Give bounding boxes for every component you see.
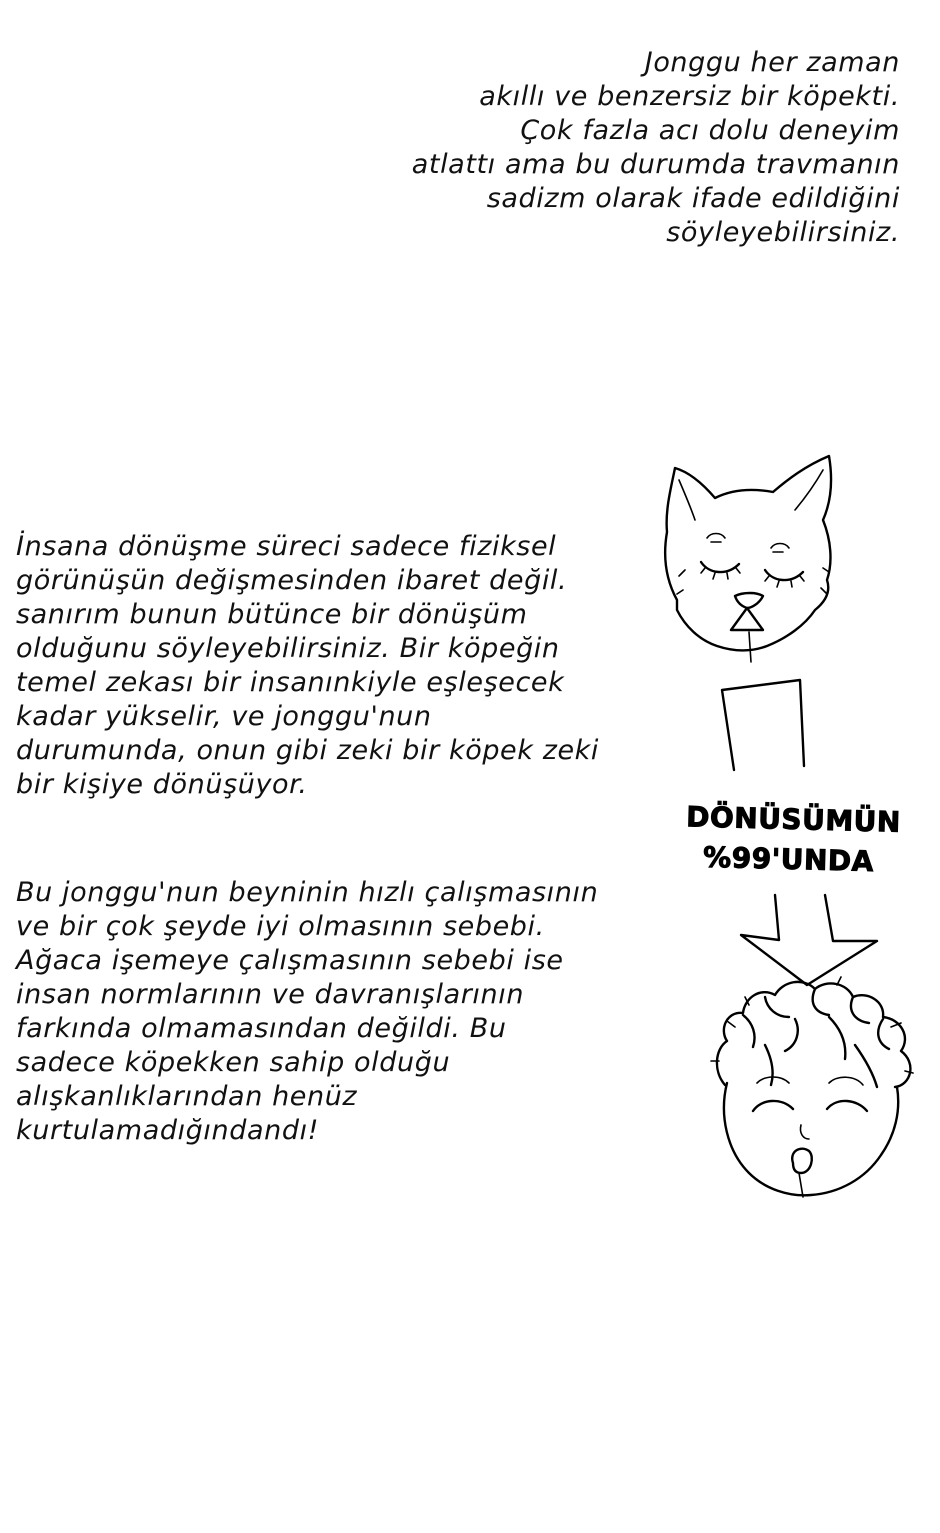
transformation-line: temel zekası bir insanınkiyle eşleşecek: [16, 667, 565, 698]
caption-line-2: %99'UNDA: [702, 840, 875, 879]
dog-left-inner-ear: [679, 480, 695, 520]
dog-left-brow: [707, 534, 725, 543]
dog-face-drawing: [655, 450, 845, 670]
dog-head-outline: [665, 456, 831, 651]
dog-left-eye: [701, 562, 739, 572]
transformation-narration: [16, 530, 599, 802]
reason-line: insan normlarının ve davranışlarının: [16, 979, 525, 1010]
arrow-shaft-drawing: [700, 670, 820, 780]
reason-line: farkında olmamasından değildi. Bu: [16, 1013, 507, 1044]
transformation-line: durumunda, onun gibi zeki bir köpek zeki: [16, 735, 600, 766]
transformation-line: sanırım bunun bütünce bir dönüşüm: [16, 599, 528, 630]
dog-right-inner-ear: [795, 470, 823, 510]
dog-fur-tuft: [677, 568, 829, 594]
boy-hair-strands: [711, 977, 913, 1073]
boy-face-drawing: [705, 975, 920, 1215]
boy-mouth: [792, 1149, 812, 1173]
intro-line: atlattı ama bu durumda travmanın: [411, 149, 900, 180]
dog-mouth: [731, 608, 763, 630]
dog-right-eye: [765, 570, 803, 580]
dog-drool: [749, 632, 751, 662]
transformation-caption: [667, 797, 919, 884]
intro-line: Çok fazla acı dolu deneyim: [520, 115, 900, 146]
boy-left-eye: [753, 1101, 793, 1111]
reason-line: alışkanlıklarından henüz: [16, 1081, 358, 1112]
reason-narration: [16, 876, 598, 1148]
reason-line: Bu jonggu'nun beyninin hızlı çalışmasının: [16, 877, 599, 908]
transformation-line: kadar yükselir, ve jonggu'nun: [16, 701, 432, 732]
down-arrow-outline: [741, 895, 877, 985]
boy-nose: [800, 1125, 809, 1139]
transformation-line: görünüşün değişmesinden ibaret değil.: [16, 565, 568, 596]
dog-nose: [735, 593, 763, 608]
boy-face-outline: [724, 1083, 898, 1195]
intro-line: akıllı ve benzersiz bir köpekti.: [479, 81, 900, 112]
boy-right-eye: [827, 1101, 867, 1111]
dog-right-brow: [771, 544, 789, 553]
intro-line: Jonggu her zaman: [644, 47, 900, 78]
boy-drool: [799, 1173, 803, 1197]
reason-line: Ağaca işemeye çalışmasının sebebi ise: [16, 945, 564, 976]
transformation-line: bir kişiye dönüşüyor.: [16, 769, 308, 800]
boy-right-brow: [829, 1077, 863, 1085]
reason-line: kurtulamadığındandı!: [16, 1115, 320, 1146]
reason-line: ve bir çok şeyde iyi olmasının sebebi.: [16, 911, 545, 942]
intro-line: sadizm olarak ifade edildiğini: [486, 183, 900, 214]
dog-left-lashes: [701, 568, 740, 579]
transformation-line: İnsana dönüşme süreci sadece fiziksel: [16, 531, 557, 562]
intro-line: söyleyebilirsiniz.: [666, 217, 900, 248]
dog-right-lashes: [765, 576, 804, 587]
arrow-shaft-lines: [722, 680, 804, 770]
reason-line: sadece köpekken sahip olduğu: [16, 1047, 451, 1078]
caption-line-1: DÖNÜSÜMÜN: [685, 800, 902, 839]
transformation-line: olduğunu söyleyebilirsiniz. Bir köpeğin: [16, 633, 560, 664]
intro-narration: [412, 46, 900, 250]
